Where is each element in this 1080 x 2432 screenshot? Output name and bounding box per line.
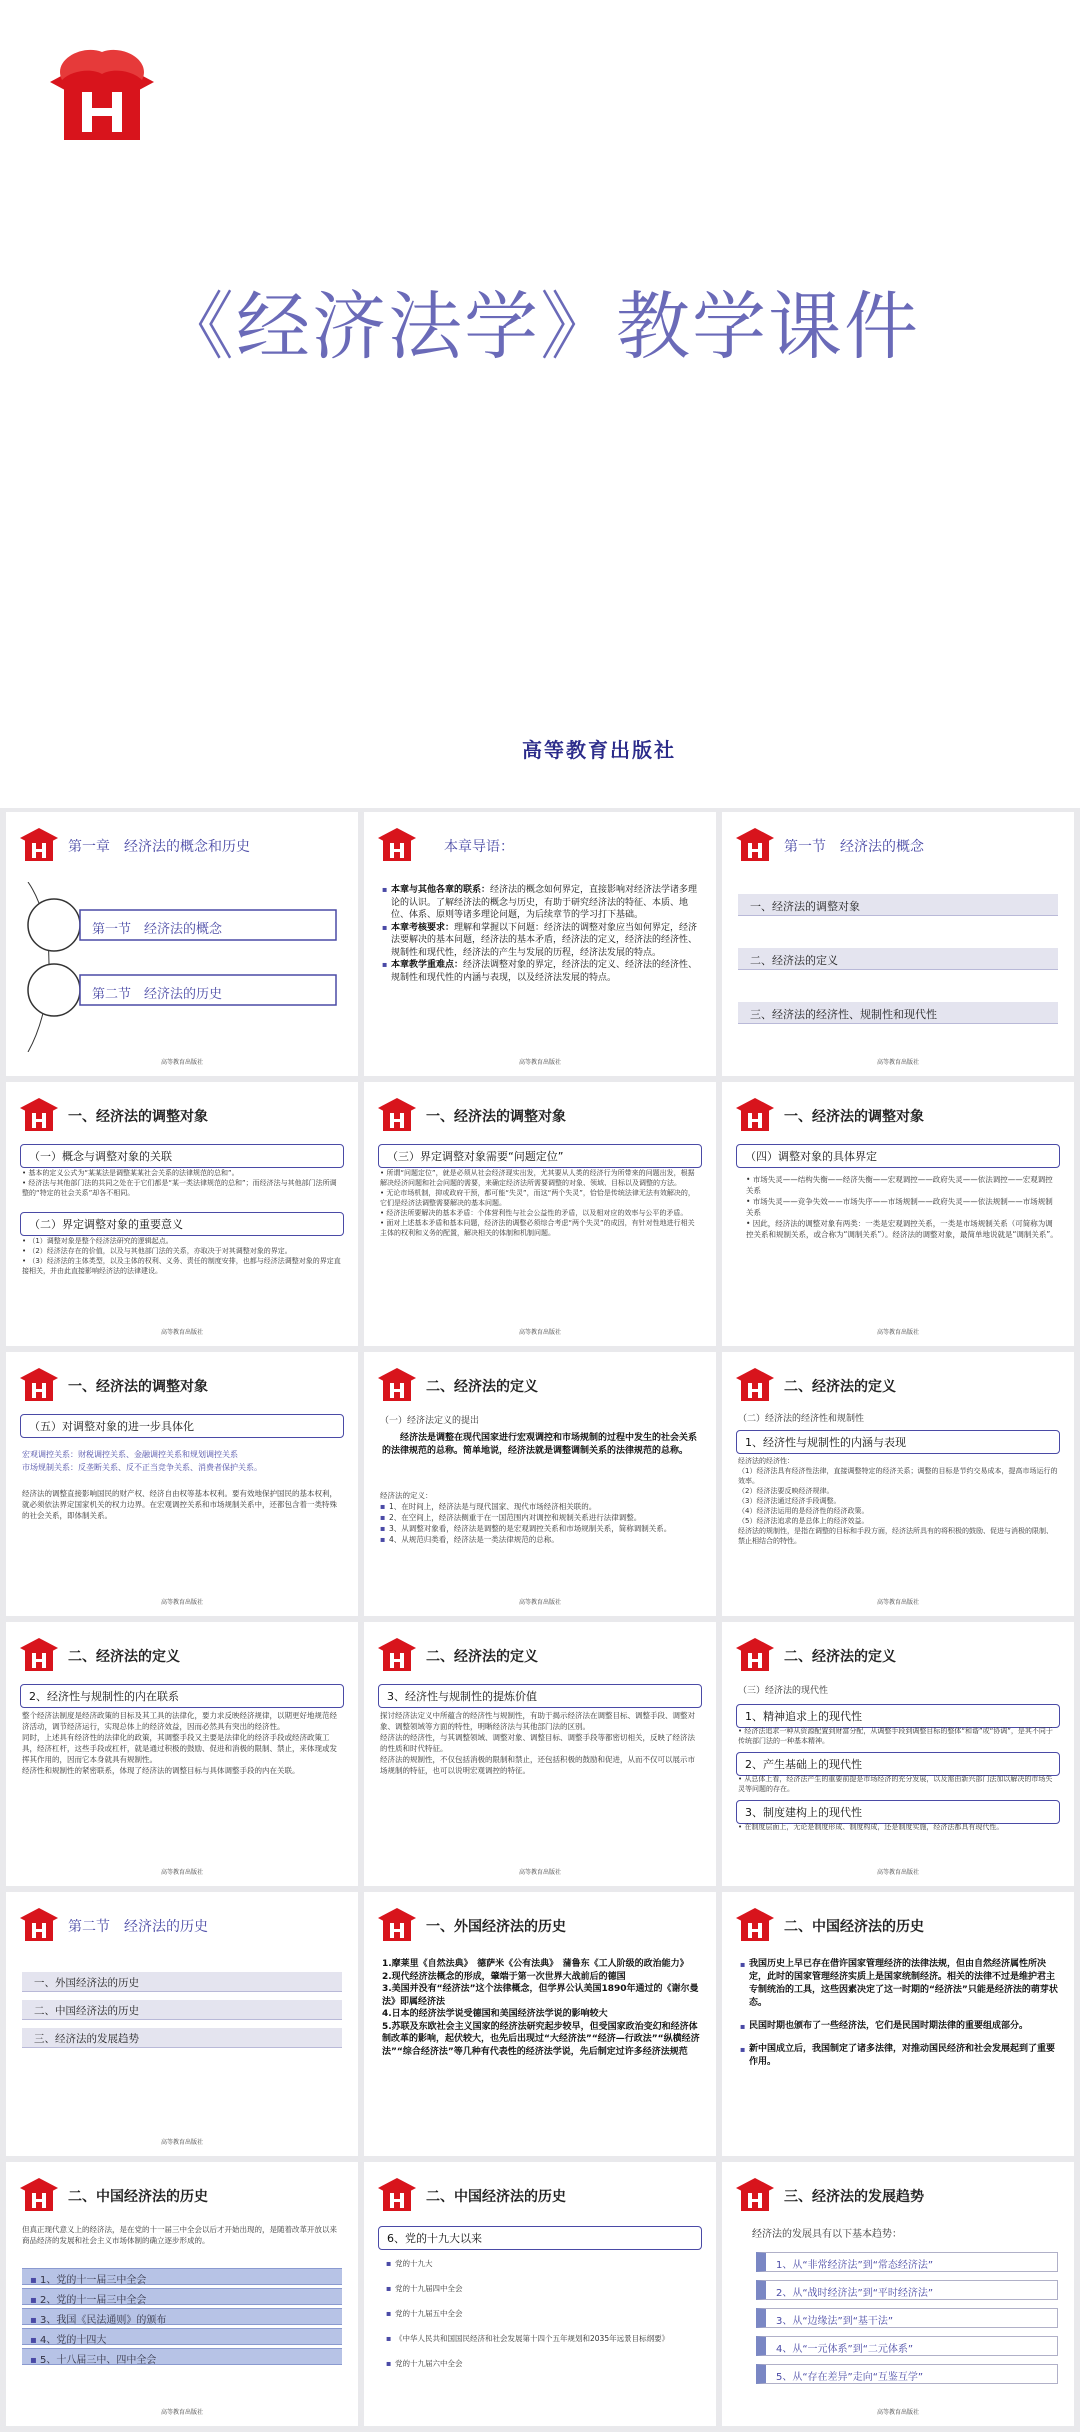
subheading-box: （三）界定调整对象需要“问题定位” (378, 1144, 702, 1168)
slide-footer: 高等教育出版社 (876, 1059, 919, 1066)
milestone-item[interactable]: ▪ 3、我国《民法通则》的颁布 (22, 2308, 342, 2325)
intro-para-2 (382, 922, 700, 960)
slide-china-history-2[interactable] (6, 2162, 358, 2426)
body-line: ▪ 党的十九届四中全会 (386, 2283, 700, 2294)
body-label: 经济法的定义： (380, 1491, 433, 1500)
intro-para-3-heading: 本章教学重难点： (391, 960, 464, 970)
publisher-logo-small (734, 1634, 776, 1674)
body-line: （2）经济法要反映经济规律。 (738, 1487, 834, 1495)
body-line: 市场规制关系：反垄断关系、反不正当竞争关系、消费者保护关系。 (22, 1463, 262, 1472)
milestone-list (22, 2268, 342, 2368)
intro-text: 经济法的发展具有以下基本趋势： (752, 2229, 902, 2240)
publisher-logo-small (18, 1634, 60, 1674)
intro-body (382, 884, 700, 984)
body-line: 宏观调控关系：财税调控关系、金融调控关系和规划调控关系 (22, 1450, 238, 1459)
trend-list (746, 2252, 1058, 2392)
body-line: 经济性和规制性的紧密联系，体现了经济法的调整目标与具体调整手段的内在关联。 (22, 1766, 300, 1775)
body-line: （3）经济法通过经济手段调整。 (738, 1497, 841, 1505)
slide-chapter-intro[interactable] (364, 812, 716, 1076)
body-text (380, 1710, 700, 1776)
body-line: 4.日本的经济法学说受德国和美国经济法学说的影响较大 (382, 2009, 608, 2019)
body-line: • 因此，经济法的调整对象有两类：一类是宏观调控关系，一类是市场规制关系（可简称为调控关系和规制关系，或合称为“调制关系”）。经济法的调整对象，最简单地说就是“调制关系”。 (746, 1219, 1058, 1239)
body-line: 探讨经济法定义中所蕴含的经济性与规制性，有助于揭示经济法在调整目标、调整手段、调整对象、调整领域等方面的特性，明晰经济法与其他部门法的区别。 (380, 1711, 695, 1731)
modernity-heading-1: 1、精神追求上的现代性 (736, 1704, 1060, 1728)
blue-text (22, 1448, 342, 1474)
body-line: • 基本的定义公式为“某某法是调整某某社会关系的法律规范的总和”。 (22, 1169, 239, 1177)
body-line: 2.现代经济法概念的形成，肇端于第一次世界大战前后的德国 (382, 1971, 626, 1982)
publisher-logo-small (734, 1094, 776, 1134)
subheading-box: （四）调整对象的具体界定 (736, 1144, 1060, 1168)
slide-title: 一、经济法的调整对象 (784, 1109, 924, 1125)
slide-title: 二、中国经济法的历史 (426, 2189, 566, 2205)
slide-footer: 高等教育出版社 (160, 1869, 203, 1876)
subheading: （一）经济法定义的提出 (380, 1416, 480, 1426)
slide-footer: 高等教育出版社 (160, 1059, 203, 1066)
slide-title: 二、中国经济法的历史 (784, 1919, 924, 1935)
slide-title: 二、经济法的定义 (68, 1649, 180, 1665)
slide-title: 第二节 经济法的历史 (68, 1919, 208, 1935)
publisher-logo-small (376, 1634, 418, 1674)
publisher-logo-small (18, 1094, 60, 1134)
publisher-logo-small (376, 1904, 418, 1944)
subheading: （三）经济法的现代性 (738, 1686, 829, 1696)
chapter-item-1[interactable]: 第一节 经济法的概念 (92, 922, 223, 937)
subheading: （二）经济法的经济性和规制性 (738, 1414, 865, 1424)
slide-footer: 高等教育出版社 (160, 1599, 203, 1606)
publisher-logo-small (734, 1904, 776, 1944)
subheading-box: 1、经济性与规制性的内涵与表现 (736, 1430, 1060, 1454)
cover-title: 《经济法学》教学课件 (160, 284, 920, 370)
slide-footer: 高等教育出版社 (160, 2139, 203, 2146)
body-line: ▪ 1、在时间上，经济法是与现代国家、现代市场经济相关联的。 (380, 1501, 700, 1512)
body-line: 经济法的规制性，是指在调整的目标和手段方面，经济法所具有的将积极的鼓励、促进与消极的限制、禁止相结合的特性。 (738, 1527, 1053, 1545)
body-line: 3.美国并没有“经济法”这个法律概念，但学界公认美国1890年通过的《谢尔曼法》即属经济法 (382, 1984, 699, 2007)
slide-footer: 高等教育出版社 (876, 1329, 919, 1336)
publisher-logo (42, 40, 162, 148)
body-text (382, 1958, 700, 2058)
body-line: ▪ 我国历史上早已存在借许国家管理经济的法律法规，但由自然经济属性所决定，此时的国家管理经济实质上是国家统制经济。相关的法律不过是维护君主专制统治的工具，这些因素决定了这一时期的“经济法”只能是经济法的萌芽状态。 (740, 1958, 1058, 2010)
modernity-text-2: • 从总体上看，经济法产生的重要前提是市场经济的充分发展，以及需由新兴部门法加以解决的市场失灵等问题的存在。 (738, 1775, 1053, 1793)
body-line: ▪ 4、从规范归类看，经济法是一类法律规范的总称。 (380, 1534, 700, 1545)
slide-title: 二、经济法的定义 (784, 1379, 896, 1395)
slide-title: 二、经济法的定义 (426, 1649, 538, 1665)
slide-section-one[interactable] (722, 812, 1074, 1076)
subheading-box: 3、经济性与规制性的提炼价值 (378, 1684, 702, 1708)
slide-definition-3[interactable] (6, 1622, 358, 1886)
body-text (380, 1168, 700, 1238)
body-line: • 经济法所要解决的基本矛盾：个体营利性与社会公益性的矛盾，以及相对应的效率与公平的矛盾。 (380, 1209, 688, 1217)
slide-footer: 高等教育出版社 (518, 1599, 561, 1606)
cover-publisher: 高等教育出版社 (522, 738, 676, 762)
modernity-heading-2: 2、产生基础上的现代性 (736, 1752, 1060, 1776)
intro-para-2-text: 理解和掌握以下问题：经济法的调整对象应当如何界定，经济法要解决的基本问题，经济法的基本矛盾，经济法的定义，经济法的经济性、规制性和现代性，经济法的产生与发展的历程，经济法发展的特点。 (391, 922, 698, 958)
slide-footer: 高等教育出版社 (518, 1869, 561, 1876)
body-line: 1.摩莱里《自然法典》 德萨米《公有法典》 蒲鲁东《工人阶级的政治能力》 (382, 1959, 689, 1969)
body-line: • 经济法与其他部门法的共同之处在于它们都是“某一类法律规范的总和”；而经济法与其他部门法所调整的“特定的社会关系”却各不相同。 (22, 1179, 337, 1197)
milestone-item[interactable]: ▪ 4、党的十四大 (22, 2328, 342, 2345)
body-line: 整个经济法制度是经济政策的目标及其工具的法律化，要力求反映经济规律，以期更好地规范经济活动，调节经济运行，实现总体上的经济效益，因而必然具有突出的经济性。 (22, 1711, 337, 1731)
section-item-3[interactable]: 三、经济法的经济性、规制性和现代性 (738, 1002, 1058, 1024)
slide-trends[interactable] (722, 2162, 1074, 2426)
subheading-box: 2、经济性与规制性的内在联系 (20, 1684, 344, 1708)
intro-para-2-heading: 本章考核要求： (391, 922, 455, 933)
trend-item[interactable]: 4、从“一元体系”到“二元体系” (756, 2336, 1058, 2356)
slide-foreign-history[interactable] (364, 1892, 716, 2156)
publisher-logo-small (18, 824, 60, 864)
slide-footer: 高等教育出版社 (518, 1329, 561, 1336)
subheading-box: 6、党的十九大以来 (378, 2226, 702, 2250)
milestone-item[interactable]: ▪ 2、党的十一届三中全会 (22, 2288, 342, 2305)
publisher-logo-small (734, 824, 776, 864)
body-line: ▪ 新中国成立后，我国制定了诸多法律，对推动国民经济和社会发展起到了重要作用。 (740, 2043, 1058, 2069)
publisher-logo-small (18, 2174, 60, 2214)
body-line: • 面对上述基本矛盾和基本问题，经济法的调整必须综合考虑“两个失灵”的成因，有针对性地进行相关主体的权利和义务的配置，解决相关的体制和机制问题。 (380, 1219, 695, 1237)
body-text (740, 1958, 1058, 2069)
slide-footer: 高等教育出版社 (876, 2409, 919, 2416)
slide-definition-1[interactable] (364, 1352, 716, 1616)
intro-para-1-heading: 本章与其他各章的联系： (391, 885, 491, 895)
slide-adjust-object-3[interactable] (722, 1082, 1074, 1346)
body-line: ▪ 党的十九大 (386, 2258, 700, 2269)
body-line: ▪ 民国时期也颁布了一些经济法，它们是民国时期法律的重要组成部分。 (740, 2020, 1058, 2033)
slide-title: 本章导语： (444, 839, 514, 855)
chapter-item-2[interactable]: 第二节 经济法的历史 (92, 987, 223, 1002)
cover-slide (0, 0, 1080, 808)
slide-title: 一、经济法的调整对象 (68, 1379, 208, 1395)
section-item-1[interactable]: 一、经济法的调整对象 (738, 894, 1058, 916)
body-text (746, 1174, 1058, 1240)
body-line: （5）经济法追求的是总体上的经济效益。 (738, 1517, 869, 1525)
publisher-logo-small (18, 1904, 60, 1944)
milestone-item[interactable]: ▪ 5、十八届三中、四中全会 (22, 2348, 342, 2365)
body-line: • 市场失灵——竞争失效——市场失序——市场规制——政府失灵——依法规制——市场规制关系 (746, 1197, 1053, 1217)
body-text-1 (22, 1168, 342, 1198)
publisher-logo-small (376, 824, 418, 864)
trend-item[interactable]: 1、从“非常经济法”到“常态经济法” (756, 2252, 1058, 2272)
slide-title: 一、经济法的调整对象 (426, 1109, 566, 1125)
body-line: ▪ 2、在空间上，经济法侧重于在一国范围内对调控和规制关系进行法律调整。 (380, 1512, 700, 1523)
trend-item[interactable]: 3、从“边缘法”到“基干法” (756, 2308, 1058, 2328)
modernity-text-3: • 在制度层面上，无论是制度形成、制度构成，还是制度实施，经济法都具有现代性。 (738, 1823, 1004, 1831)
body-line: 经济法的调整直接影响国民的财产权、经济自由权等基本权利。要有效地保护国民的基本权利，就必须依法界定国家机关的权力边界。在宏观调控关系和市场规制关系中，还都包含着一类特殊的社会关系，即体制关系。 (22, 1489, 337, 1520)
trend-item[interactable]: 2、从“战时经济法”到“平时经济法” (756, 2280, 1058, 2300)
modernity-heading-3: 3、制度建构上的现代性 (736, 1800, 1060, 1824)
slide-adjust-object-4[interactable] (6, 1352, 358, 1616)
publisher-logo-small (376, 1094, 418, 1134)
body-line: • 市场失灵——结构失衡——经济失衡——宏观调控——政府失灵——依法调控——宏观调控关系 (746, 1175, 1053, 1195)
slide-adjust-object-1[interactable] (6, 1082, 358, 1346)
history-item-3[interactable]: 三、经济法的发展趋势 (22, 2028, 342, 2048)
body-line: 经济法的经济性： (738, 1457, 794, 1465)
body-line: ▪ 党的十九届五中全会 (386, 2308, 700, 2319)
intro-para-1-text: 经济法的概念如何界定，直接影响对经济法学诸多理论的认识。了解经济法的概念与历史，有助于研究经济法的特征、本质、地位、体系、原则等诸多理论问题，为后续章节的学习打下基础。 (391, 885, 698, 920)
slide-title: 三、经济法的发展趋势 (784, 2189, 924, 2205)
modernity-text-1: • 经济法追求一种从资源配置到财富分配，从调整手段到调整目标的整体“和谐”或“协调”，是其不同于传统部门法的一种基本精神。 (738, 1727, 1053, 1745)
slide-definition-2[interactable] (722, 1352, 1074, 1616)
body-line: • （2）经济法存在的价值，以及与其他部门法的关系，亦取决于对其调整对象的界定。 (22, 1247, 292, 1255)
body-line: （4）经济法运用的是经济性的经济政策。 (738, 1507, 869, 1515)
body-text (380, 1490, 700, 1545)
slide-footer: 高等教育出版社 (876, 1599, 919, 1606)
slide-title: 二、中国经济法的历史 (68, 2189, 208, 2205)
definition-text: 经济法是调整在现代国家进行宏观调控和市场规制的过程中发生的社会关系的法律规范的总称。简单地说，经济法就是调整调制关系的法律规范的总称。 (382, 1433, 698, 1456)
body-text (22, 1710, 342, 1776)
slide-footer: 高等教育出版社 (876, 1869, 919, 1876)
slide-title: 一、经济法的调整对象 (68, 1109, 208, 1125)
section-item-2[interactable]: 二、经济法的定义 (738, 948, 1058, 970)
body-line: • 无论市场机制，抑或政府干预，都可能“失灵”，而这“两个失灵”，恰恰是传统法律无法有效解决的，它们是经济法调整需要解决的基本问题。 (380, 1189, 695, 1207)
intro-para-1 (382, 884, 700, 922)
body-text-2 (22, 1236, 342, 1276)
body-line: 同时，上述具有经济性的法律化的政策，其调整手段又主要是法律化的经济手段或经济政策工具，经济杠杆，这些手段或杠杆，就是通过积极的鼓励、促进和消极的限制、禁止，来体现或发挥其作用的，因而它本身就具有规制性。 (22, 1733, 337, 1764)
slide-adjust-object-2[interactable] (364, 1082, 716, 1346)
slide-modernity[interactable] (722, 1622, 1074, 1886)
publisher-logo-small (734, 1364, 776, 1404)
slide-title: 第一章 经济法的概念和历史 (68, 839, 250, 855)
slide-title: 二、经济法的定义 (784, 1649, 896, 1665)
body-line: • （3）经济法的主体类型，以及主体的权利、义务、责任的制度安排，也都与经济法调整对象的界定直接相关，并由此直接影响经济法的法律建设。 (22, 1257, 341, 1275)
body-line: • （1）调整对象是整个经济法研究的逻辑起点。 (22, 1237, 173, 1245)
slide-china-history-1[interactable] (722, 1892, 1074, 2156)
intro-para-3-text: 经济法调整对象的界定，经济法的定义、经济法的经济性、规制性和现代性的内涵与表现，以及经济法发展的特点。 (391, 960, 698, 983)
intro-text: 但真正现代意义上的经济法，是在党的十一届三中全会以后才开始出现的，是随着改革开放以来商品经济的发展和社会主义市场体制的确立逐步形成的。 (22, 2225, 337, 2245)
slide-footer: 高等教育出版社 (160, 2409, 203, 2416)
slide-section-two[interactable] (6, 1892, 358, 2156)
slide-chapter-one[interactable] (6, 812, 358, 1076)
publisher-logo-small (734, 2174, 776, 2214)
publisher-logo-small (18, 1364, 60, 1404)
slide-footer: 高等教育出版社 (518, 1059, 561, 1066)
slide-footer: 高等教育出版社 (160, 1329, 203, 1336)
body-line: 5.苏联及东欧社会主义国家的经济法研究起步较早，但受国家政治变幻和经济体制改革的影响，起伏较大，也先后出现过“大经济法”“经济—行政法”“纵横经济法”“综合经济法”等几种有代表性的经济法学说，先后制定过许多经济法规范 (382, 2021, 700, 2057)
body-text (22, 1488, 342, 1521)
slide-china-history-3[interactable] (364, 2162, 716, 2426)
slide-title: 二、经济法的定义 (426, 1379, 538, 1395)
publisher-logo-small (376, 1364, 418, 1404)
body-line: ▪ 3、从调整对象看，经济法是调整的是宏观调控关系和市场规制关系，简称调制关系。 (380, 1523, 700, 1534)
body-line: （1）经济法具有经济性法律，直接调整特定的经济关系；调整的目标是节约交易成本，提高市场运行的效率。 (738, 1467, 1058, 1485)
slide-title: 一、外国经济法的历史 (426, 1919, 566, 1935)
history-item-2[interactable]: 二、中国经济法的历史 (22, 2000, 342, 2020)
body-line: 经济法的经济性，与其调整领域、调整对象、调整目标、调整手段等都密切相关，反映了经济法的性质和时代特征。 (380, 1733, 695, 1753)
slide-definition-4[interactable] (364, 1622, 716, 1886)
body-line: 经济法的规制性，不仅包括消极的限制和禁止，还包括积极的鼓励和促进，从而不仅可以展示市场规制的特征，也可以说明宏观调控的特征。 (380, 1755, 695, 1775)
body-line: • 所谓“问题定位”，就是必须从社会经济现实出发，尤其要从人类的经济行为所带来的问题出发，根据解决经济问题和社会问题的需要，来确定经济法所需要调整的对象、领域、目标以及调整的方法。 (380, 1169, 695, 1187)
definition-lead (382, 1432, 700, 1457)
publisher-logo-small (376, 2174, 418, 2214)
milestone-item[interactable]: ▪ 1、党的十一届三中全会 (22, 2268, 342, 2285)
chapter-diagram (16, 882, 346, 1052)
history-item-1[interactable]: 一、外国经济法的历史 (22, 1972, 342, 1992)
subheading-box-2: （二）界定调整对象的重要意义 (20, 1212, 344, 1236)
body-line: ▪ 《中华人民共和国国民经济和社会发展第十四个五年规划和2035年远景目标纲要》 (386, 2333, 700, 2344)
body-text (386, 2258, 700, 2369)
body-text (738, 1456, 1058, 1546)
trend-item[interactable]: 5、从“存在差异”走向“互鉴互学” (756, 2364, 1058, 2384)
subheading-box: （五）对调整对象的进一步具体化 (20, 1414, 344, 1438)
body-line: ▪ 党的十九届六中全会 (386, 2358, 700, 2369)
subheading-box-1: （一）概念与调整对象的关联 (20, 1144, 344, 1168)
intro-para-3 (382, 959, 700, 984)
slide-title: 第一节 经济法的概念 (784, 839, 924, 855)
